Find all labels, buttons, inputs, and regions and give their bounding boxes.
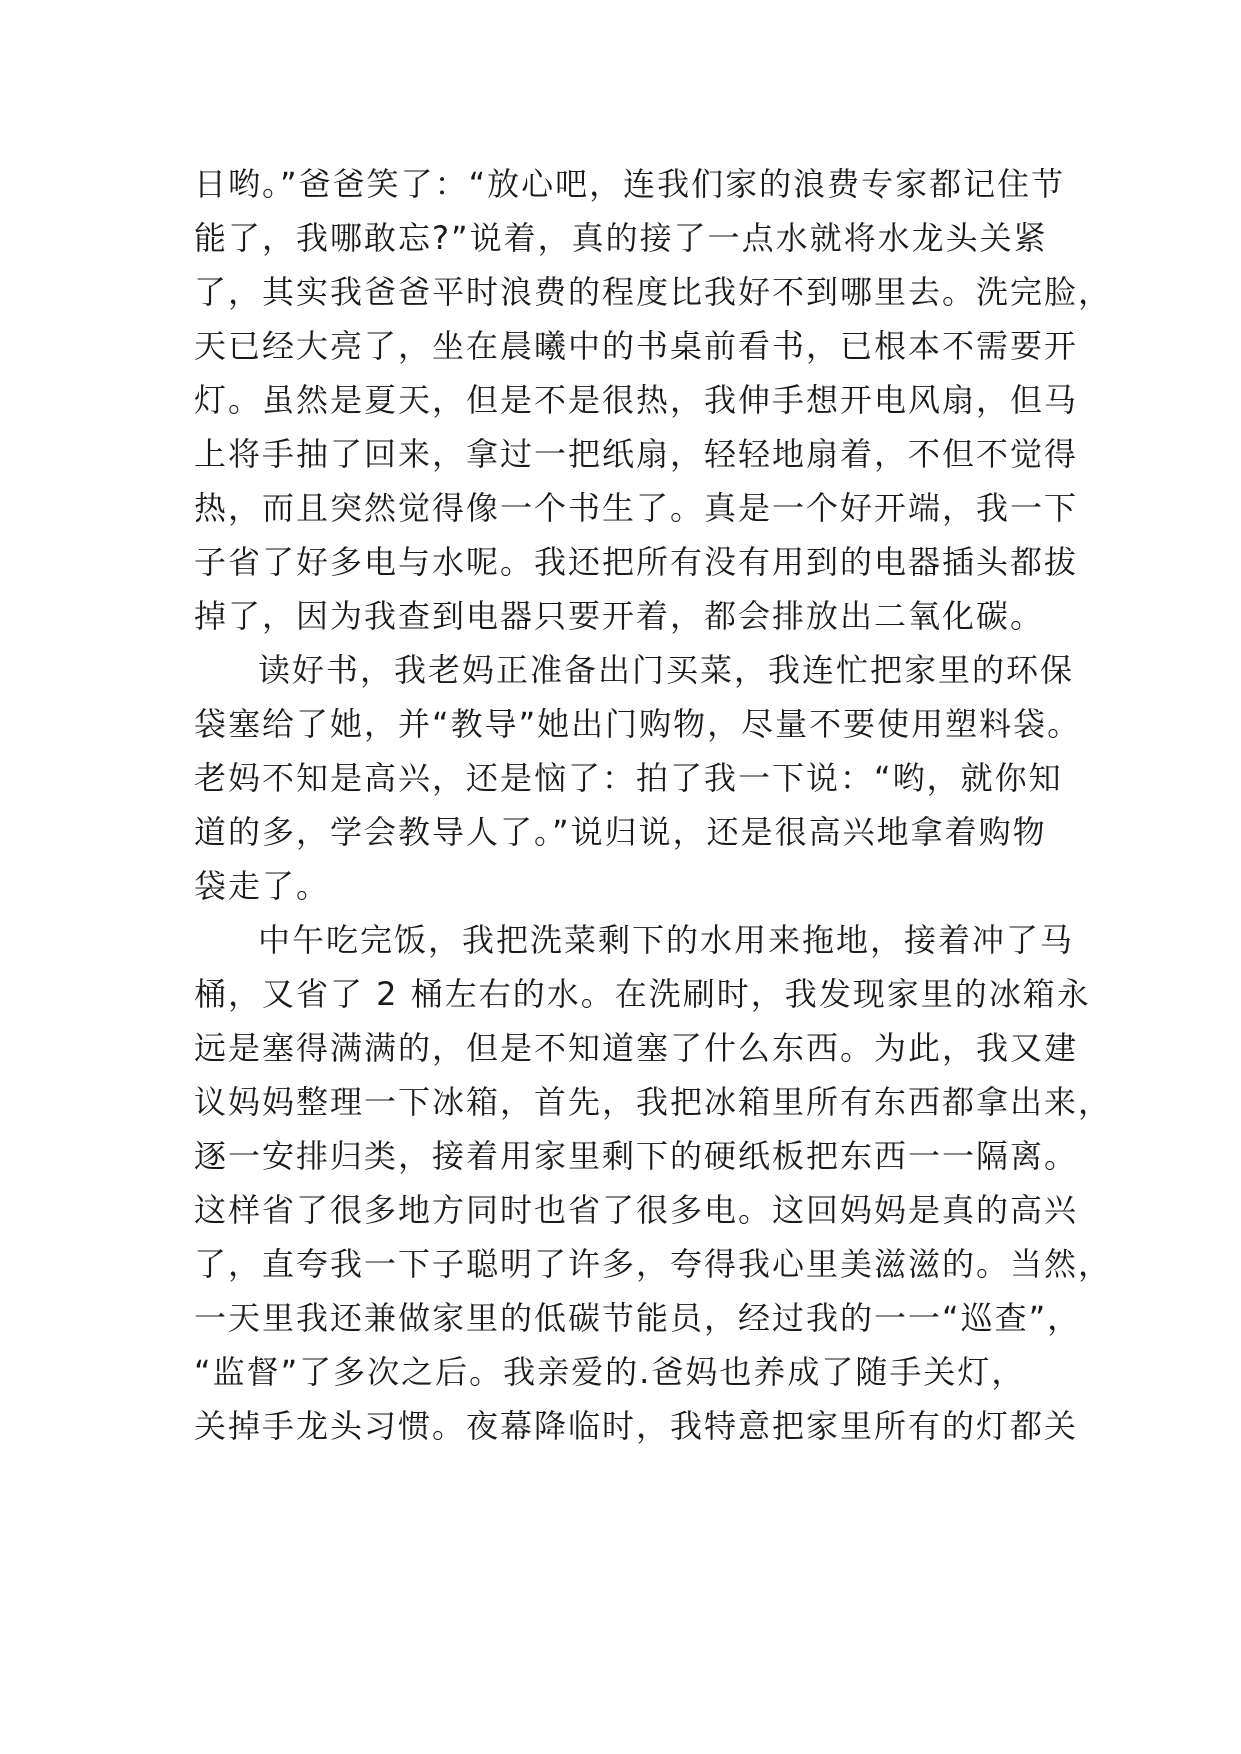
text-line: 远是塞得满满的，但是不知道塞了什么东西。为此，我又建 <box>194 1029 1079 1067</box>
text-line: 了，其实我爸爸平时浪费的程度比我好不到哪里去。洗完脸， <box>194 273 1113 311</box>
text-line: “监督”了多次之后。我亲爱的.爸妈也养成了随手关灯， <box>194 1353 1026 1391</box>
text-line: 关掉手龙头习惯。夜幕降临时，我特意把家里所有的灯都关 <box>194 1407 1079 1445</box>
text-line: 袋走了。 <box>194 867 331 905</box>
text-line: 桶，又省了 2 桶左右的水。在洗刷时，我发现家里的冰箱永 <box>194 975 1091 1013</box>
text-line: 逐一安排归类，接着用家里剩下的硬纸板把东西一一隔离。 <box>194 1137 1079 1175</box>
paragraph-first-line: 读好书，我老妈正准备出门买菜，我连忙把家里的环保 <box>258 651 1075 689</box>
text-line: 议妈妈整理一下冰箱，首先，我把冰箱里所有东西都拿出来， <box>194 1083 1113 1121</box>
text-line: 热，而且突然觉得像一个书生了。真是一个好开端，我一下 <box>194 489 1079 527</box>
text-line: 能了，我哪敢忘?”说着，真的接了一点水就将水龙头关紧 <box>194 219 1048 257</box>
text-line: 灯。虽然是夏天，但是不是很热，我伸手想开电风扇，但马 <box>194 381 1079 419</box>
text-line: 掉了，因为我查到电器只要开着，都会排放出二氧化碳。 <box>194 597 1045 635</box>
text-line: 天已经大亮了，坐在晨曦中的书桌前看书，已根本不需要开 <box>194 327 1079 365</box>
text-line: 日哟。”爸爸笑了：“放心吧，连我们家的浪费专家都记住节 <box>194 165 1066 203</box>
text-line: 老妈不知是高兴，还是恼了：拍了我一下说：“哟，就你知 <box>194 759 1063 797</box>
text-line: 子省了好多电与水呢。我还把所有没有用到的电器插头都拔 <box>194 543 1079 581</box>
text-line: 上将手抽了回来，拿过一把纸扇，轻轻地扇着，不但不觉得 <box>194 435 1079 473</box>
text-line: 道的多，学会教导人了。”说归说，还是很高兴地拿着购物 <box>194 813 1047 851</box>
text-line: 了，直夸我一下子聪明了许多，夸得我心里美滋滋的。当然， <box>194 1245 1113 1283</box>
text-line: 一天里我还兼做家里的低碳节能员，经过我的一一“巡查”， <box>194 1299 1082 1337</box>
text-line: 这样省了很多地方同时也省了很多电。这回妈妈是真的高兴 <box>194 1191 1079 1229</box>
paragraph-first-line: 中午吃完饭，我把洗菜剩下的水用来拖地，接着冲了马 <box>258 921 1075 959</box>
text-line: 袋塞给了她，并“教导”她出门购物，尽量不要使用塑料袋。 <box>194 705 1082 743</box>
